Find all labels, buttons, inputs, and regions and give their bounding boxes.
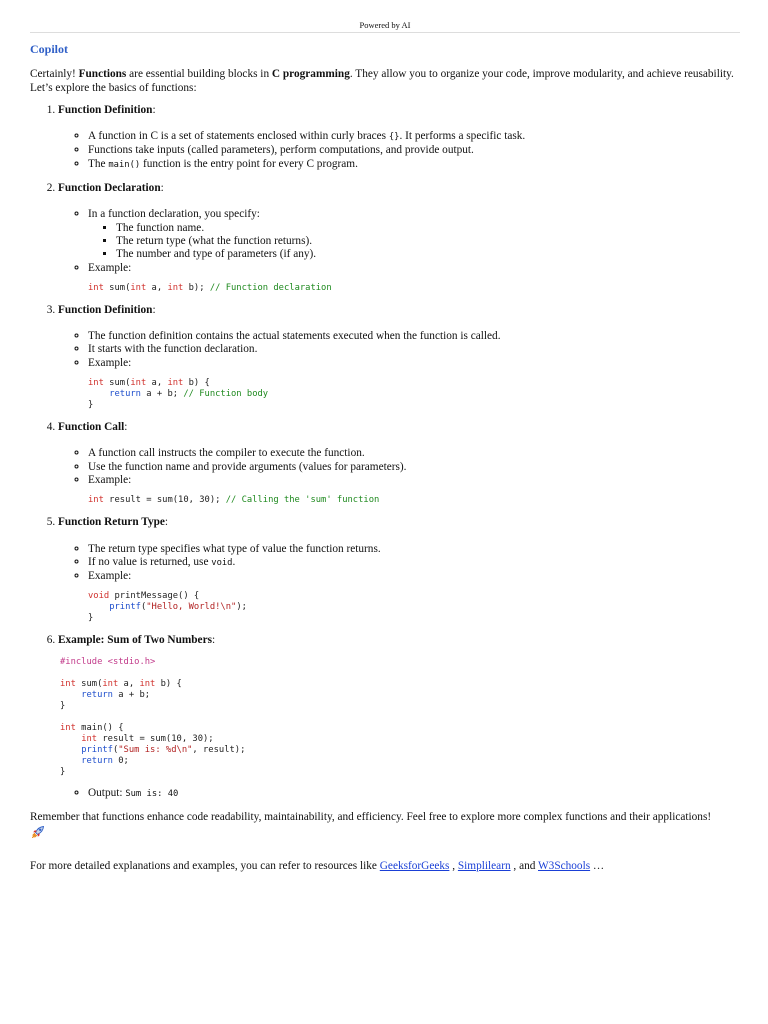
section-title: Function Return Type	[58, 516, 165, 529]
list-item: ◦ Output: Sum is: 40	[88, 787, 740, 801]
brand-title: Copilot	[30, 42, 69, 56]
list-item: ◦ Example:	[88, 474, 740, 487]
bullet-list	[58, 208, 740, 274]
list-item: ◦ Example:	[88, 262, 740, 275]
answer-content	[30, 43, 740, 873]
list-item: ◦ If no value is returned, use void.	[88, 556, 740, 570]
list-item: ◦ A function call instructs the compiler to execute the function.	[88, 447, 740, 460]
intro-bold-c-programming: C programming	[271, 68, 350, 81]
list-item: ◦ A function in C is a set of statements enclosed within curly braces {}. It performs a specific task.	[88, 130, 740, 144]
bullet-list	[58, 543, 740, 584]
list-item: ◦ The return type specifies what type of value the function returns.	[88, 543, 740, 556]
bullet-list	[58, 130, 740, 172]
inline-code: void	[211, 557, 233, 568]
powered-by-header: Powered by AI	[30, 20, 740, 33]
link-simplilearn[interactable]: Simplilearn	[457, 859, 511, 872]
code-block: int result = sum(10, 30); // Calling the 'sum' function	[88, 495, 380, 506]
inline-code: Sum is: 40	[125, 788, 179, 799]
rocket-icon	[30, 824, 46, 840]
list-item: ◦ In a function declaration, you specify: ▪ The function name. ▪ The return type (what the function returns). ▪ The number and type of parameters (if any).	[88, 208, 740, 261]
link-w3schools[interactable]: W3Schools	[538, 859, 591, 872]
list-item: ▪ The number and type of parameters (if any).	[116, 248, 740, 261]
section-title: Function Definition	[58, 103, 153, 116]
inline-code: main()	[108, 159, 141, 170]
section-function-declaration: 2. Function Declaration: ◦ In a function declaration, you specify: ▪ The function name. ▪ The return type (what the function returns). ▪ The number and type of parameters (if any). ◦ Example: int sum(int a, int b); // Function declaration	[58, 182, 740, 294]
sub-bullet-list	[88, 222, 740, 262]
section-title: Example: Sum of Two Numbers	[58, 634, 212, 647]
intro-paragraph: Certainly! Functions are essential building blocks in C programming. They allow you to organize your code, improve modularity, and achieve reusability. Let’s explore the basics of functions:	[30, 68, 734, 94]
section-example-sum: 6. Example: Sum of Two Numbers: #include <stdio.h> int sum(int a, int b) { return a + b; } int main() { int result = sum(10, 30); printf("Sum is: %d\n", result); return 0; } ◦ Output: Sum is: 40	[58, 634, 740, 801]
code-block: int sum(int a, int b); // Function declaration	[88, 282, 332, 293]
list-item: ◦ Example:	[88, 357, 740, 370]
intro-bold-functions: Functions	[78, 68, 127, 81]
code-block: void printMessage() { printf("Hello, World!\n"); }	[88, 591, 247, 624]
more-resources-paragraph: For more detailed explanations and examples, you can refer to resources like GeeksforGeeks , Simplilearn , and W3Schools …	[30, 859, 605, 872]
section-function-definition: 1. Function Definition: ◦ A function in C is a set of statements enclosed within curly braces {}. It performs a specific task. ◦ Functions take inputs (called parameters), perform computations, and provide output. ◦ The main() function is the entry point for every C program.	[58, 104, 740, 172]
inline-code: {}	[388, 132, 400, 143]
list-item: ◦ The main() function is the entry point for every C program.	[88, 158, 740, 172]
code-block: int sum(int a, int b) { return a + b; // Function body }	[88, 378, 269, 411]
list-item: ▪ The return type (what the function returns).	[116, 235, 740, 248]
list-item: ◦ It starts with the function declaration.	[88, 343, 740, 356]
section-function-definition-2: 3. Function Definition: ◦ The function definition contains the actual statements executed when the function is called. ◦ It starts with the function declaration. ◦ Example: int sum(int a, int b) { return a + b; // Function body }	[58, 304, 740, 411]
section-title: Function Declaration	[58, 182, 161, 195]
list-item: ◦ Functions take inputs (called parameters), perform computations, and provide output.	[88, 144, 740, 157]
list-item: ▪ The function name.	[116, 222, 740, 235]
link-geeksforgeeks[interactable]: GeeksforGeeks	[379, 859, 450, 872]
sections-list	[30, 104, 740, 801]
bullet-list	[58, 447, 740, 487]
list-item: ◦ Use the function name and provide arguments (values for parameters).	[88, 461, 740, 474]
section-function-return-type: 5. Function Return Type: ◦ The return type specifies what type of value the function returns. ◦ If no value is returned, use void. ◦ Example: void printMessage() { printf("Hello, World!\n"); }	[58, 516, 740, 624]
code-block: #include <stdio.h> int sum(int a, int b) { return a + b; } int main() { int result = sum(10, 30); printf("Sum is: %d\n", result); return 0; }	[60, 656, 246, 777]
closing-paragraph: Remember that functions enhance code readability, maintainability, and efficiency. Feel free to explore more complex functions and their applications!	[30, 811, 740, 842]
section-title: Function Definition	[58, 303, 153, 316]
list-item: ◦ The function definition contains the actual statements executed when the function is called.	[88, 330, 740, 343]
list-item: ◦ Example:	[88, 570, 740, 583]
section-function-call: 4. Function Call: ◦ A function call instructs the compiler to execute the function. ◦ Use the function name and provide arguments (values for parameters). ◦ Example: int result = sum(10, 30); // Calling the 'sum' function	[58, 421, 740, 506]
bullet-list	[58, 787, 740, 801]
bullet-list	[58, 330, 740, 370]
section-title: Function Call	[58, 421, 125, 434]
